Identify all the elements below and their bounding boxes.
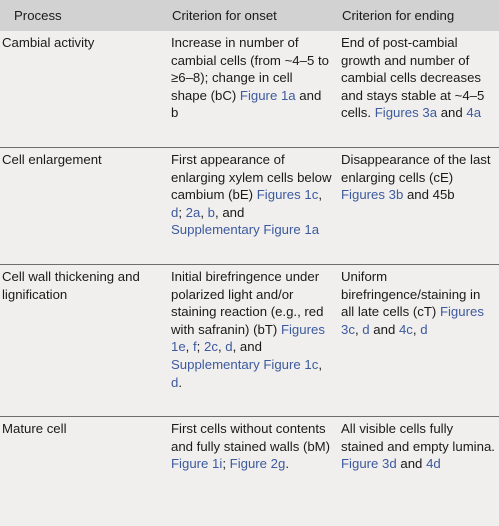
figure-link[interactable]: Figure 1i xyxy=(171,456,222,471)
onset-cell: Initial birefringence under polarized light and/or staining reaction (e.g., red with safranin) (bT) Figures 1e, f; 2c, d, and Supplementary Figure 1c, d. xyxy=(166,265,336,417)
figure-link[interactable]: Figures 3c xyxy=(341,304,484,337)
ending-tail: and 45b xyxy=(403,187,454,202)
table-row xyxy=(0,31,499,148)
figure-link[interactable]: b xyxy=(208,205,215,220)
figure-link[interactable]: d xyxy=(171,205,178,220)
figure-link[interactable]: d xyxy=(420,322,427,337)
header-row xyxy=(0,0,499,31)
table-row xyxy=(0,417,499,526)
figure-link[interactable]: 2a xyxy=(186,205,201,220)
figure-link[interactable]: Figures 3a xyxy=(375,105,437,120)
figure-link[interactable]: 4a xyxy=(466,105,481,120)
figure-link[interactable]: f xyxy=(193,339,197,354)
figure-link[interactable]: Figure 2g xyxy=(230,456,286,471)
figure-link[interactable]: Figure 3d xyxy=(341,456,397,471)
figure-link[interactable]: Figures 1c xyxy=(257,187,319,202)
figure-link[interactable]: 2c xyxy=(204,339,218,354)
ending-cell xyxy=(336,417,499,526)
figure-link[interactable]: d xyxy=(362,322,369,337)
figure-link[interactable]: d xyxy=(171,375,178,390)
process-cell: Mature cell xyxy=(0,417,166,526)
onset-text: Increase in number of cambial cells (from ~4–5 to ≥6–8); change in cell shape (bC) xyxy=(171,35,329,103)
ending-text: All visible cells fully stained and empty lumina. xyxy=(341,421,495,454)
ending-text: Uniform birefringence/staining in all late cells (cT) xyxy=(341,269,480,319)
onset-text: First appearance of enlarging xylem cells below cambium (bE) xyxy=(171,152,332,202)
ending-cell xyxy=(336,31,499,148)
ending-cell xyxy=(336,148,499,265)
header-ending: Criterion for ending xyxy=(336,0,499,31)
onset-cell: First cells without contents and fully stained walls (bM) Figure 1i; Figure 2g. xyxy=(166,417,336,526)
link-separator: and xyxy=(437,105,466,120)
onset-text: Initial birefringence under polarized light and/or staining reaction (e.g., red with safranin) (bT) xyxy=(171,269,323,337)
figure-link[interactable]: Figures 3b xyxy=(341,187,403,202)
onset-tail: and b xyxy=(171,88,321,121)
process-cell: Cell enlargement xyxy=(0,148,166,265)
ending-cell: Uniform birefringence/staining in all late cells (cT) Figures 3c, d and 4c, d xyxy=(336,265,499,417)
ending-text: Disappearance of the last enlarging cells (cE) xyxy=(341,152,491,185)
process-cell: Cambial activity xyxy=(0,31,166,148)
header-process: Process xyxy=(0,0,166,31)
figure-link[interactable]: d xyxy=(225,339,232,354)
link-separator: and xyxy=(397,456,426,471)
onset-text: First cells without contents and fully stained walls (bM) xyxy=(171,421,330,454)
figure-link[interactable]: 4c xyxy=(399,322,413,337)
header-onset: Criterion for onset xyxy=(166,0,336,31)
figure-link[interactable]: 4d xyxy=(426,456,441,471)
ending-text: End of post-cambial growth and number of cambial cells decreases and stays stable at ~4–5 cells. xyxy=(341,35,484,120)
process-cell: Cell wall thickening and lignification xyxy=(0,265,166,417)
table-row xyxy=(0,265,499,417)
figure-link[interactable]: Figures 1e xyxy=(171,322,325,355)
figure-link[interactable]: Supplementary Figure 1c xyxy=(171,357,318,372)
table-header xyxy=(0,0,499,31)
figure-link[interactable]: Supplementary Figure 1a xyxy=(171,222,319,237)
onset-cell xyxy=(166,31,336,148)
figure-link[interactable]: Figure 1a xyxy=(240,88,296,103)
table-row xyxy=(0,148,499,265)
onset-cell: First appearance of enlarging xylem cells below cambium (bE) Figures 1c, d; 2a, b, and Supplementary Figure 1a xyxy=(166,148,336,265)
